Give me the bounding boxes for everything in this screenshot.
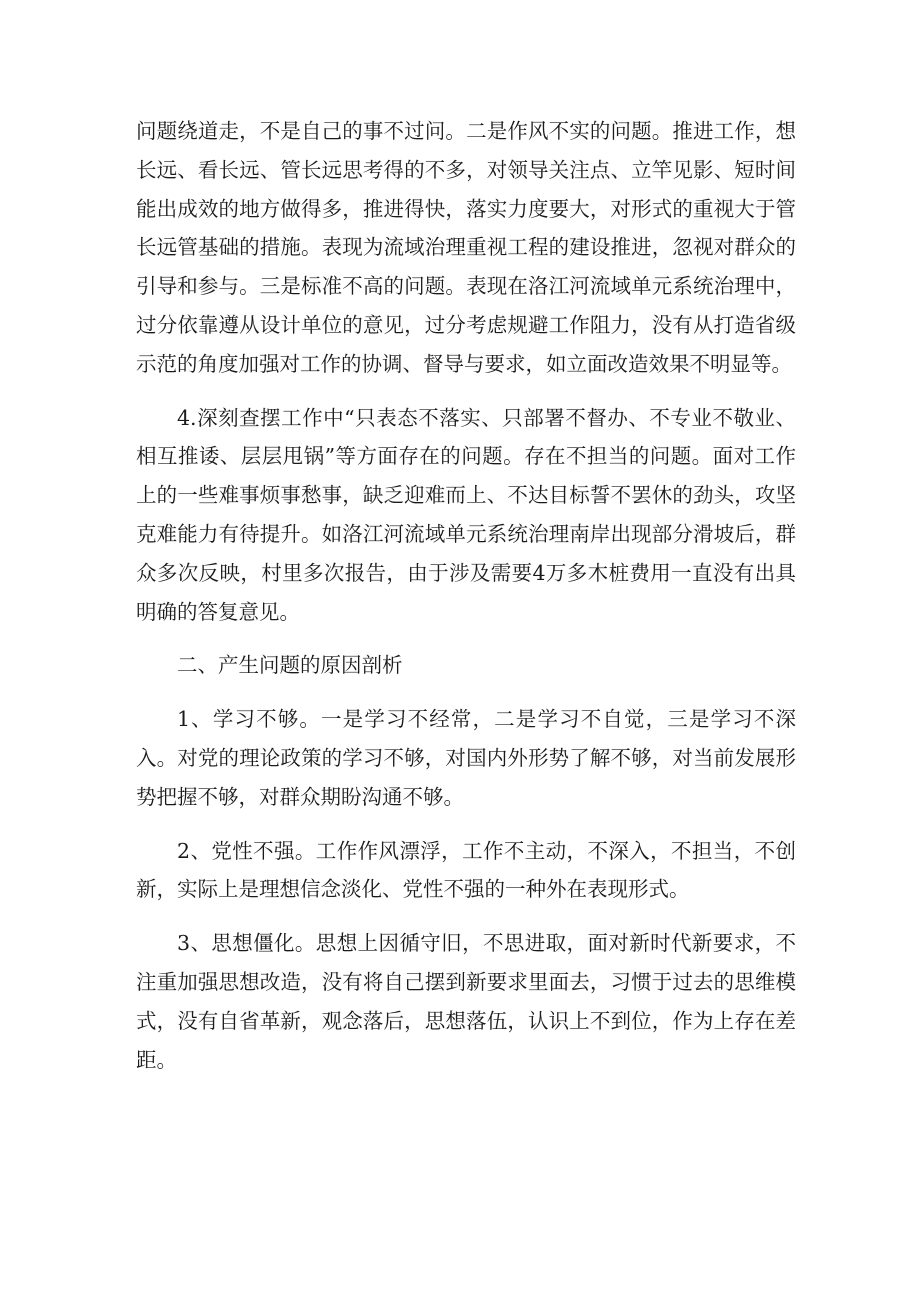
paragraph-gap — [136, 817, 796, 832]
paragraph-cause-3: 3、思想僵化。思想上因循守旧，不思进取，面对新时代新要求，不注重加强思想改造，没有将自己摆到新要求里面去，习惯于过去的思维模式，没有自省革新，观念落后，思想落伍，认识上不到位，作为上存在差距。 — [136, 931, 796, 1072]
document-body — [136, 112, 796, 1079]
paragraph-continued-issues: 问题绕道走，不是自己的事不过问。二是作风不实的问题。推进工作，想长远、看长远、管长远思考得的不多，对领导关注点、立竿见影、短时间能出成效的地方做得多，推进得快，落实力度要大，对形式的重视大于管长远管基础的措施。表现为流域治理重视工程的建设推进，忽视对群众的引导和参与。三是标准不高的问题。表现在洛江河流域单元系统治理中，过分依靠遵从设计单位的意见，过分考虑规避工作阻力，没有从打造省级示范的角度加强对工作的协调、督导与要求，如立面改造效果不明显等。 — [136, 119, 796, 376]
paragraph-gap — [136, 909, 796, 924]
paragraph-gap — [136, 631, 796, 646]
paragraph-cause-2: 2、党性不强。工作作风漂浮，工作不主动，不深入，不担当，不创新，实际上是理想信念淡化、党性不强的一种外在表现形式。 — [136, 838, 796, 902]
paragraph-gap — [136, 384, 796, 399]
section-heading-cause-analysis: 二、产生问题的原因剖析 — [177, 653, 403, 678]
paragraph-cause-1: 1、学习不够。一是学习不经常，二是学习不自觉，三是学习不深入。对党的理论政策的学习不够，对国内外形势了解不够，对当前发展形势把握不够，对群众期盼沟通不够。 — [136, 707, 796, 809]
paragraph-gap — [136, 685, 796, 700]
paragraph-item-4: 4.深刻查摆工作中“只表态不落实、只部署不督办、不专业不敬业、相互推诿、层层甩锅”等方面存在的问题。存在不担当的问题。面对工作上的一些难事烦事愁事，缺乏迎难而上、不达目标誓不罢休的劲头，攻坚克难能力有待提升。如洛江河流域单元系统治理南岸出现部分滑坡后，群众多次反映，村里多次报告，由于涉及需要4万多木桩费用一直没有出具明确的答复意见。 — [136, 405, 796, 624]
